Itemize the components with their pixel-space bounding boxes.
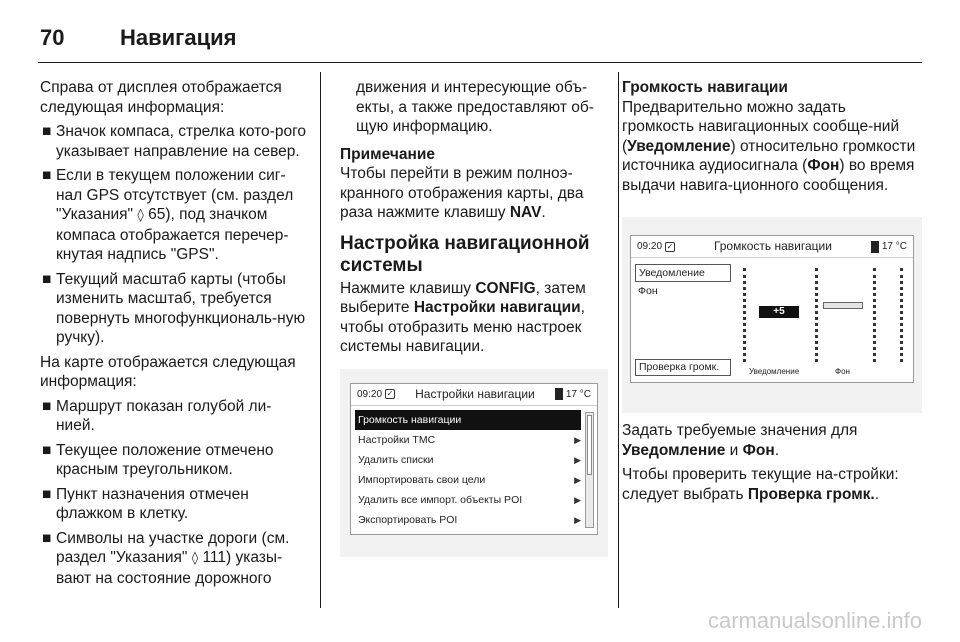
continued-text: движения и интересующие объ-екты, а также предоставляют об-щую информацию.	[356, 79, 594, 135]
section-heading: Громкость навигации	[622, 79, 788, 96]
bullet-icon: ■	[42, 397, 52, 415]
menu-item[interactable]: Удалить списки ▶	[355, 450, 581, 470]
screen-temperature: 17 °C	[565, 388, 591, 400]
set-values-paragraph: Задать требуемые значения для Уведомление и Фон.	[622, 422, 858, 459]
column-1	[40, 78, 308, 593]
screen-title: Громкость навигации	[713, 239, 832, 253]
slider-scale	[900, 268, 903, 362]
bullet-icon: ■	[42, 123, 52, 140]
slider-scale	[815, 268, 818, 362]
screen-title: Настройки навигации	[415, 386, 535, 401]
screen-status-bar	[351, 384, 597, 406]
notification-slider[interactable]: +5	[759, 306, 799, 318]
volume-menu	[635, 264, 731, 300]
intro-paragraph: Справа от дисплея отображается следующая информация:	[40, 79, 282, 116]
page-header	[40, 18, 236, 58]
list-item: ■ Маршрут показан голубой ли-нией.	[42, 397, 272, 434]
list-item: ■ Текущий масштаб карты (чтобы изменить масштаб, требуется повернуть многофункциональ-ную ручку).	[42, 270, 306, 346]
signal-icon: ✓	[666, 241, 674, 251]
section-paragraph: Нажмите клавишу CONFIG, затем выберите Настройки навигации, чтобы отобразить меню настроек системы навигации.	[340, 279, 586, 355]
background-label: Фон	[835, 367, 850, 376]
screen-status-bar	[631, 236, 913, 258]
list-item: ■ Текущее положение отмечено красным треугольником.	[42, 441, 274, 478]
column-3	[622, 78, 922, 509]
list-item: ■ Если в текущем положении сиг-нал GPS отсутствует (см. раздел "Указания" ◊ 65), под значком компаса отображается перечер-кнутая надпись "GPS".	[42, 167, 294, 263]
bullet-icon: ■	[42, 485, 52, 503]
column-2	[340, 78, 608, 557]
bullet-icon: ■	[42, 529, 52, 547]
reference-icon: ◊	[191, 551, 199, 566]
background-slider[interactable]	[823, 302, 863, 309]
phone-icon	[555, 388, 563, 400]
phone-icon	[871, 241, 879, 253]
config-key: CONFIG	[475, 279, 536, 297]
map-info-paragraph: На карте отображается следующая информация:	[40, 353, 296, 390]
note-heading: Примечание	[340, 145, 435, 163]
chevron-right-icon: ▶	[574, 514, 581, 525]
menu-item[interactable]: Уведомление	[635, 264, 731, 282]
chevron-right-icon: ▶	[574, 434, 581, 445]
chevron-right-icon: ▶	[574, 474, 581, 485]
screen-time: 09:20	[637, 241, 663, 252]
menu-item[interactable]: Фон	[638, 285, 658, 297]
menu-item[interactable]: Удалить все импорт. объекты POI ▶	[355, 490, 581, 510]
volume-sliders	[737, 268, 907, 362]
menu-item[interactable]: Экспортировать POI ▶	[355, 510, 581, 530]
menu-item[interactable]: Импортировать свои цели ▶	[355, 470, 581, 490]
list-item: ■ Символы на участке дороги (см. раздел "Указания" ◊ 111) указы-вают на состояние дорожного	[42, 529, 290, 587]
notification-label: Уведомление	[749, 367, 800, 376]
check-volume-button[interactable]: Проверка громк.	[635, 359, 731, 376]
note-text: Чтобы перейти в режим полноэ-кранного отображения карты, два раза нажмите клавишу NAV.	[340, 165, 584, 221]
scrollbar-thumb[interactable]	[587, 415, 592, 475]
column-divider-2	[618, 72, 619, 608]
section-title: Настройка навигационной системы	[340, 232, 590, 276]
nav-settings-screenshot	[340, 369, 608, 557]
menu-scrollbar[interactable]	[585, 412, 594, 528]
check-settings-paragraph: Чтобы проверить текущие на-стройки: следует выбрать Проверка громк..	[622, 466, 899, 503]
header-rule	[38, 62, 922, 63]
bullet-icon: ■	[42, 167, 52, 184]
volume-paragraph: Предварительно можно задать громкость навигационных сообще-ний (Уведомление) относительно громкости источника аудиосигнала (Фон) во время выдачи навига-ционного сообщения.	[622, 98, 916, 194]
chapter-title: Навигация	[120, 25, 237, 50]
page-number: 70	[40, 25, 65, 50]
menu-item[interactable]: Настройки TMC ▶	[355, 430, 581, 450]
bullet-icon: ■	[42, 441, 52, 459]
nav-volume-screen	[630, 235, 914, 383]
watermark: carmanualsonline.info	[707, 608, 922, 633]
slider-scale	[873, 268, 876, 362]
column-divider-1	[320, 72, 321, 608]
menu-name: Настройки навигации	[413, 299, 581, 316]
nav-key: NAV	[509, 204, 542, 221]
screen-temperature: 17 °C	[881, 241, 907, 252]
reference-icon: ◊	[137, 208, 144, 223]
settings-menu	[351, 406, 597, 534]
bullet-icon: ■	[42, 270, 52, 288]
nav-volume-screenshot	[622, 217, 922, 413]
menu-item[interactable]: Громкость навигации	[355, 410, 581, 430]
chevron-right-icon: ▶	[574, 494, 581, 505]
list-item: ■ Значок компаса, стрелка кото-рого указывает направление на север.	[42, 123, 306, 160]
signal-icon: ✓	[386, 389, 394, 398]
nav-settings-screen	[350, 383, 598, 535]
slider-scale	[743, 268, 746, 362]
chevron-right-icon: ▶	[574, 454, 581, 465]
screen-time: 09:20	[357, 388, 383, 400]
list-item: ■ Пункт назначения отмечен флажком в клетку.	[42, 485, 249, 522]
